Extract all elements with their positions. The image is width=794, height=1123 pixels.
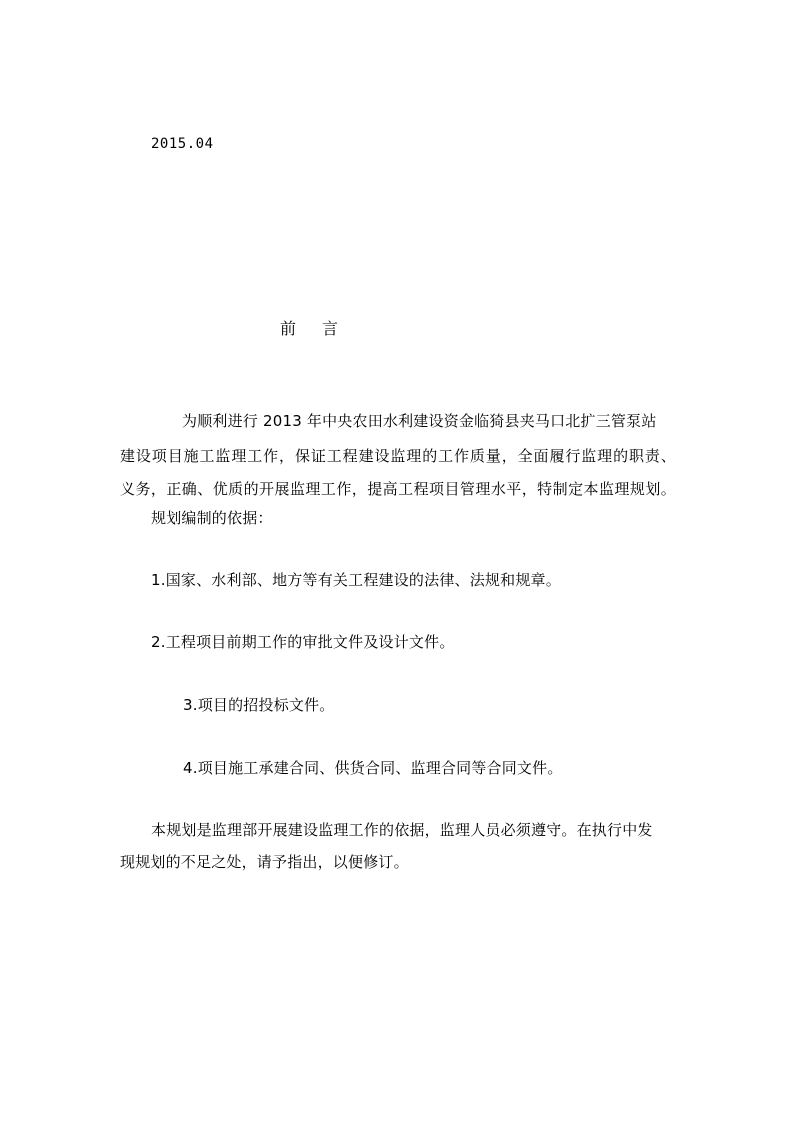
- intro-paragraph-line-3: 义务，正确、优质的开展监理工作，提高工程项目管理水平，特制定本监理规划。: [120, 480, 676, 498]
- heading-char-2: 言: [322, 319, 339, 338]
- intro-paragraph-line-2: 建设项目施工监理工作，保证工程建设监理的工作质量，全面履行监理的职责、: [120, 447, 676, 465]
- basis-item-1: 1.国家、水利部、地方等有关工程建设的法律、法规和规章。: [151, 571, 561, 589]
- document-date: 2015.04: [151, 136, 214, 152]
- closing-paragraph-line-1: 本规划是监理部开展建设监理工作的依据，监理人员必须遵守。在执行中发: [151, 821, 653, 839]
- basis-item-2: 2.工程项目前期工作的审批文件及设计文件。: [151, 633, 455, 651]
- heading-char-1: 前: [280, 319, 297, 338]
- basis-item-4: 4.项目施工承建合同、供货合同、监理合同等合同文件。: [183, 759, 563, 777]
- preface-heading: [280, 319, 338, 339]
- basis-item-3: 3.项目的招投标文件。: [183, 696, 335, 714]
- closing-paragraph-line-2: 现规划的不足之处，请予指出，以便修订。: [120, 853, 409, 871]
- intro-paragraph-line-1: 为顺利进行 2013 年中央农田水利建设资金临猗县夹马口北扩三管泵站: [182, 412, 657, 430]
- basis-label: 规划编制的依据：: [151, 509, 273, 527]
